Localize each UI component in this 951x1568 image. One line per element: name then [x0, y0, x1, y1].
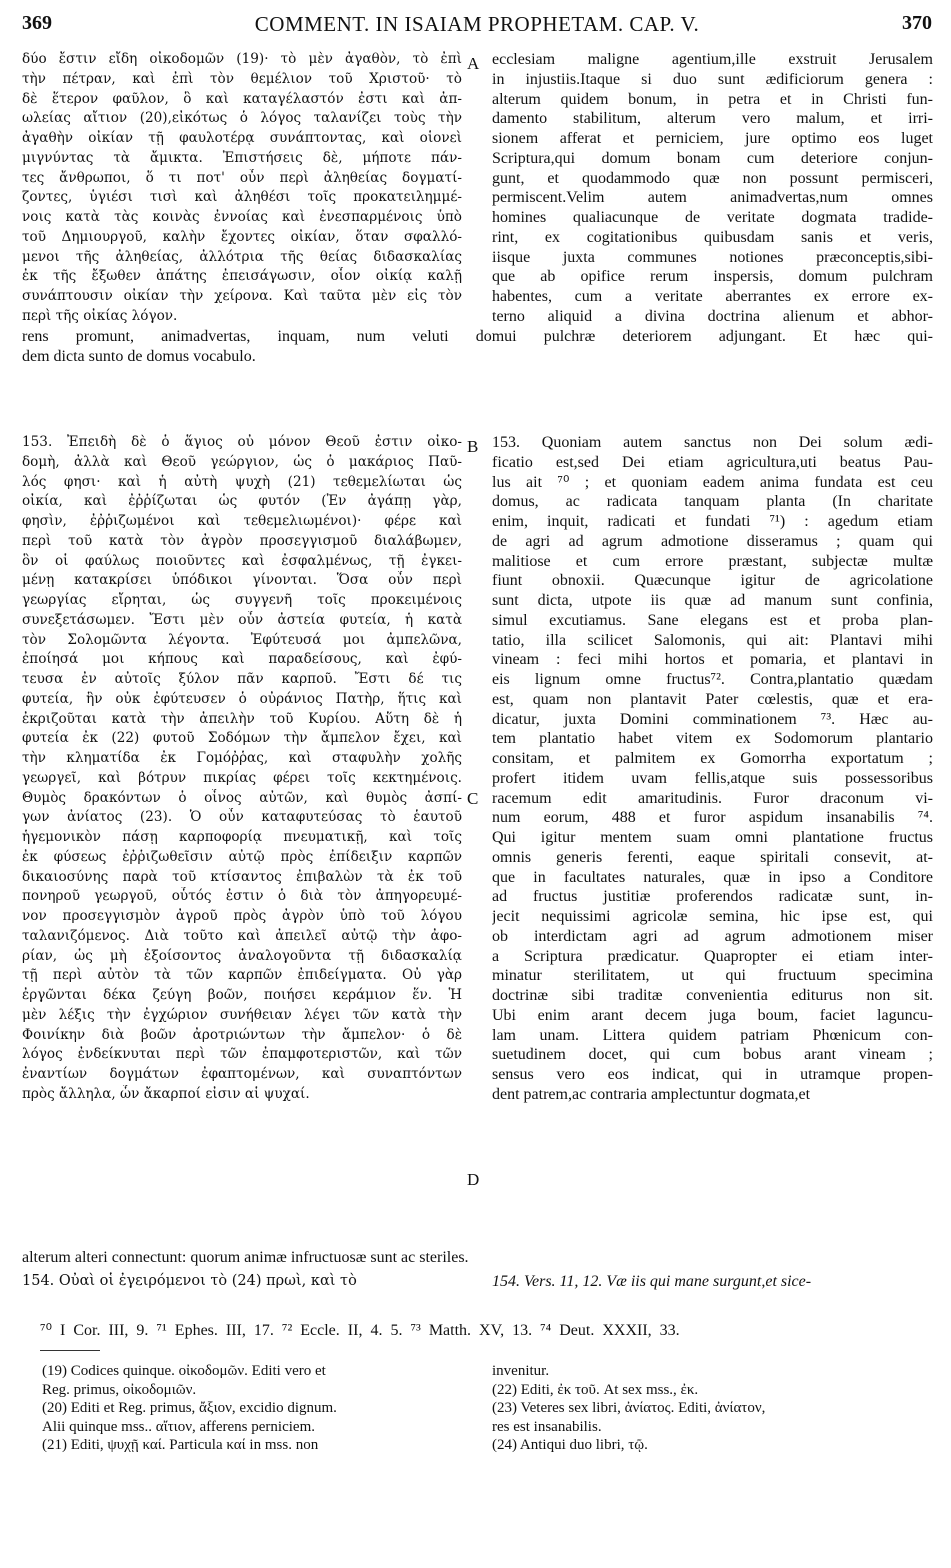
full-width-text-line: alterum alteri connectunt: quorum animæ infructuosæ sunt ac steriles. — [22, 1249, 469, 1266]
latin-text-line: profert itidem uvam fellis,atque suis possessoribus — [492, 769, 933, 787]
para-154-latin-line: 154. Vers. 11, 12. Væ iis qui mane surgunt,et sice- — [492, 1273, 812, 1290]
latin-text-line: permiscent.Velim autem animadvertas,num omnes — [492, 189, 933, 207]
full-width-text-line: rens promunt, animadvertas, inquam, num veluti domui pulchræ deteriorem adjungant. Et hæc qui- — [22, 328, 933, 345]
greek-text-line: μὲν λέξις τὴν ἐγχώριον συνήθειαν λέγει τῶν κατὰ τὴν — [22, 1006, 462, 1023]
latin-text-line: ficatio est,sed Dei etiam agricultura,uti beatus Pau- — [492, 453, 933, 471]
latin-text-line: consitam, et palmitem ex Gomorrha exportatum ; — [492, 750, 933, 767]
greek-text-line: συνεξετάσωμεν. Ἔστι μὲν οὖν ἀστεία φυτεία, ἡ κατὰ — [22, 611, 462, 628]
latin-text-line: iisque juxta communes notiones præconceptis,sibi- — [492, 248, 933, 266]
latin-text-line: fiunt obnoxii. Quæcunque igitur de agricolatione — [492, 572, 933, 590]
page-number-right: 370 — [902, 12, 932, 34]
footnote-rule — [40, 1350, 100, 1351]
margin-marker-a: A — [467, 54, 480, 73]
latin-text-line: homines qualiacunque de veritate dogmata tradide- — [492, 209, 933, 226]
latin-text-line: ob interdictam agri ad agrum admotionem miser — [492, 927, 933, 945]
running-header — [22, 12, 932, 40]
page-number-left: 369 — [22, 12, 52, 34]
latin-text-line: tatio, illa scilicet Salomonis, qui ait: Plantavi mihi — [492, 631, 933, 649]
para-154-latin — [492, 1272, 933, 1292]
greek-text-line: Φοινίκην διὰ βοῶν ἀροτριώντων τὴν ἄμπελον· ὁ δὲ — [22, 1026, 462, 1043]
latin-text-line: ecclesiam maligne agentium,ille exstruit Jerusalem — [492, 51, 933, 68]
latin-text-line: eis lignum omne fructus⁷². Contra,plantatio quædam — [492, 671, 933, 688]
margin-marker-b: B — [467, 437, 479, 456]
footnote-line: res est insanabilis. — [492, 1418, 602, 1435]
full-width-text-line: dem dicta sunto de domus vocabulo. — [22, 347, 256, 365]
latin-text-line: suetudinem docet, qui cum bobus arant vineam ; — [492, 1046, 933, 1064]
latin-text-line: tem plantatio habet vitem ex Sodomorum plantario — [492, 730, 933, 748]
greek-text-line: συνάπτουσιν οἰκίαν τὴν χείρονα. Καὶ ταῦτα μὲν εἰς τὸν — [22, 288, 462, 304]
latin-text-line: Ubi enim arant decem juga boum, faciet laguncu- — [492, 1006, 933, 1024]
greek-text-line: πονηροῦ γεωργοῦ, οὗτός ἐστιν ὁ διὰ τὸν ἀπηγορευμέ- — [22, 888, 462, 905]
running-title: COMMENT. IN ISAIAM PROPHETAM. CAP. V. — [254, 12, 700, 36]
latin-text-line: malitiose et cum errore præstant, subjectæ multæ — [492, 552, 933, 570]
greek-text-line: ρίαν, ὡς μὴ ἐξοίσοντος ἀναλογοῦντα τῇ διδασκαλίᾳ — [22, 947, 462, 964]
latin-column-upper — [492, 50, 933, 327]
greek-text-line: γεωργεῖ, καὶ βότρυν πικρίας φέρει τοῖς κεκτημένοις. — [22, 769, 462, 786]
margin-marker-c: C — [467, 789, 479, 808]
greek-text-line: ἐκ τῆς ἔξωθεν ἀπάτης ἐπεισάγωσιν, οἷον οἰκίᾳ καλῇ — [22, 268, 462, 285]
greek-text-line: φυτεία ἐκ (22) φυτοῦ Σοδόμων τὴν ἄμπελον ἔχει, καὶ — [22, 730, 462, 747]
greek-text-line: γεωργίας εἴρηται, ὡς συγγενῆ τοῖς προκειμένοις — [22, 592, 462, 608]
greek-text-line: τὴν κληματίδα ἐκ Γομόῤῥας, καὶ σταφυλὴν χολῆς — [22, 750, 462, 766]
latin-text-line: a Scriptura prædicatur. Quapropter ei etiam inter- — [492, 947, 933, 965]
greek-text-line: τοῦ Δημιουργοῦ, καλὴν ἔχοντες οἰκίαν, ὅταν σφαλλό- — [22, 228, 462, 245]
greek-text-line: τὸν Σολομῶντα λέγοντα. Ἐφύτευσά μοι ἀμπελῶνα, — [22, 631, 462, 648]
greek-text-line: ὃν οἱ φαύλως ποιοῦντες καὶ ἐσφαλμένως, τῇ ἐγκει- — [22, 552, 462, 569]
greek-text-line: 153. Ἐπειδὴ δὲ ὁ ἅγιος οὐ μόνον Θεοῦ ἐστιν οἰκο- — [22, 434, 462, 450]
footnote-line: (22) Editi, ἐκ τοῦ. At sex mss., ἐκ. — [492, 1381, 699, 1398]
latin-text-line: que ab opifice rerum inspersis, domum pulchram — [492, 268, 933, 286]
greek-text-line: τευσα ἐν αὐτοῖς ξύλον πᾶν καρποῦ. Ἔστι δέ τις — [22, 671, 462, 687]
greek-text-line: ταλανιζόμενος. Διὰ τοῦτο καὶ ἀπειλεῖ αὐτῷ τὴν ἀφο- — [22, 927, 462, 944]
latin-text-line: Qui igitur mentem suam omni plantatione fructus — [492, 829, 933, 846]
latin-text-line: jecit nequissimi agricolæ semina, hic ipse est, qui — [492, 908, 933, 925]
greek-text-line: νον προσεγγισμὸν ἀγροῦ πρὸς ἀγρὸν ὑπὸ τοῦ λόγου — [22, 908, 462, 924]
greek-text-line: πρὸς ἄλληλα, ὧν ἄκαρποί εἰσιν αἱ ψυχαί. — [22, 1085, 310, 1102]
greek-text-line: νοις κατὰ τὰς κοινὰς ἐννοίας καὶ ἐνεσπαρμένοις ὑπὸ — [22, 209, 462, 225]
greek-text-line: οἰκία, καὶ ἐῤῥίζωται ὡς φυτόν (Ἐν ἀγάπῃ γὰρ, — [22, 493, 462, 510]
greek-text-line: τὴν πέτραν, καὶ ἐπὶ τὸν θεμέλιον τοῦ Χριστοῦ· τὸ — [22, 70, 462, 87]
latin-text-line: minatur sterilitatem, ut qui fructuum specimina — [492, 967, 933, 985]
latin-text-line: racemum edit amaritudinis. Furor draconum vi- — [492, 789, 933, 807]
latin-text-line: doctrinæ sibi traditæ convenientia editurus non sit. — [492, 987, 933, 1004]
greek-column-lower — [22, 433, 462, 1105]
latin-text-line: num eorum, 488 et furor aspidum insanabilis ⁷⁴. — [492, 809, 933, 827]
greek-text-line: ἡγεμονικὸν πάσῃ καρποφορίᾳ πνευματικῇ, καὶ τοῖς — [22, 829, 462, 845]
footnote-line: Alii quinque mss.. αἴτιον, afferens perniciem. — [42, 1418, 315, 1435]
greek-text-line: δομὴ, ἀλλὰ καὶ Θεοῦ γεώργιον, ὡς ὁ μακάριος Παῦ- — [22, 453, 462, 470]
para-154-greek-line: 154. Οὐαὶ οἱ ἐγειρόμενοι τὸ (24) πρωὶ, καὶ τὸ — [22, 1273, 357, 1289]
greek-text-line: περὶ τῆς οἰκίας λόγον. — [22, 307, 178, 324]
latin-text-line: in injustiis.Itaque si duo sunt ædificiorum genera : — [492, 70, 933, 88]
footnote-line: (21) Editi, ψυχῇ καί. Particula καί in mss. non — [42, 1437, 319, 1453]
greek-text-line: ἐκριζοῦται κατὰ τὴν ἀπειλὴν τοῦ Κυρίου. Αὕτη δὲ ἡ — [22, 710, 462, 727]
footnote-line: (19) Codices quinque. οἰκοδομῶν. Editi vero et — [42, 1363, 326, 1379]
greek-text-line: ζοντες, ὑγιέσι τισὶ καὶ ἀληθέσι τοῖς προκατειλημμέ- — [22, 189, 462, 206]
greek-text-line: Θυμὸς δρακόντων ὁ οἶνος αὐτῶν, καὶ θυμὸς ἀσπί- — [22, 789, 462, 806]
greek-text-line: φησὶν, ἐῤῥιζωμένοι καὶ τεθεμελιωμένοι)· φέρε καὶ — [22, 513, 462, 529]
greek-column-upper — [22, 50, 462, 327]
greek-text-line: ἐποίησά μοι κήπους καὶ παραδείσους, καὶ ἐφύ- — [22, 651, 462, 668]
greek-text-line: μενοι τῆς ἀληθείας, ἀλλότρια τῆς θείας διδασκαλίας — [22, 248, 462, 265]
greek-text-line: λόγος ἐνδείκνυται περὶ τῶν ἐπαμφοτεριστῶν, καὶ τῶν — [22, 1046, 462, 1063]
greek-text-line: ἐργῶνται δέκα ζεύγη βοῶν, ποιήσει κεράμιον ἕν. Ἡ — [22, 987, 462, 1003]
footnotes-right — [492, 1362, 922, 1455]
greek-text-line: δύο ἔστιν εἴδη οἰκοδομῶν (19)· τὸ μὲν ἀγαθὸν, τὸ ἐπὶ — [22, 51, 462, 67]
full-width-paragraph-upper — [22, 327, 933, 367]
footnote-line: (20) Editi et Reg. primus, ἄξιον, excidio dignum. — [42, 1400, 337, 1416]
latin-text-line: 153. Quoniam autem sanctus non Dei solum ædi- — [492, 434, 933, 451]
footnote-line: (24) Antiqui duo libri, τῷ. — [492, 1437, 648, 1453]
greek-text-line: γων ἀνίατος (23). Ὁ οὖν καταφυτεύσας τὸ ἑαυτοῦ — [22, 809, 462, 826]
latin-text-line: lus ait ⁷⁰ ; et quoniam eadem anima fundata est ceu — [492, 473, 933, 491]
latin-text-line: sunt dicta, utpote iis quæ ad manum sunt confinia, — [492, 592, 933, 609]
latin-text-line: damento stabilitum, alterum vero malum, et irri- — [492, 110, 933, 128]
greek-text-line: περὶ τοῦ κατὰ τὸν ἀγρὸν προσεγγισμοῦ διαλάβωμεν, — [22, 532, 462, 549]
latin-text-line: Scriptura,qui domum bonam cum deteriore conjun- — [492, 149, 933, 167]
latin-text-line: lam unam. Littera quidem patriam Phœnicum con- — [492, 1026, 933, 1044]
greek-text-line: μένῃ κατακρίσει ὑπόδικοι γίνονται. Ὅσα οὖν περὶ — [22, 572, 462, 589]
latin-text-line: omnis generis ferenti, eaque spiritali consevit, at- — [492, 848, 933, 866]
latin-text-line: sensus vero eos indicat, qui in utramque propen- — [492, 1066, 933, 1083]
latin-text-line: dicatur, juxta Domini comminationem ⁷³. Hæc au- — [492, 710, 933, 728]
greek-text-line: τες ἄνθρωποι, ὅ τι ποτ' οὖν περὶ ἀληθείας δογματί- — [22, 169, 462, 186]
greek-text-line: μιγνύντας τὰ ἄμικτα. Ἐπιστήσεις δὲ, μήποτε πάν- — [22, 149, 462, 166]
greek-text-line: ἀγαθὴν οἰκίαν τῇ φαυλοτέρᾳ συνάπτοντας, καὶ οἱονεὶ — [22, 130, 462, 146]
latin-text-line: simul excutiamus. Sane elegans est et proba plan- — [492, 611, 933, 629]
latin-text-line: sionem afferat et perniciem, jure optimo eos luget — [492, 130, 933, 147]
latin-column-lower — [492, 433, 933, 1105]
latin-text-line: alterum quidem bonum, in petra et in Christi fun- — [492, 90, 933, 108]
latin-text-line: est, quam non plantavit Pater cœlestis, quæ et era- — [492, 690, 933, 708]
greek-text-line: δὲ ἕτερον φαῦλον, ὃ καὶ καταγέλαστόν ἐστι καὶ ἀπ- — [22, 90, 462, 107]
full-width-paragraph-lower — [22, 1248, 933, 1268]
footnote-line: invenitur. — [492, 1363, 550, 1379]
greek-text-line: τῇ περὶ αὐτὸν τὰ τῶν καρπῶν ἐπιδείγματα. Οὐ γὰρ — [22, 967, 462, 984]
latin-text-line: vineam : feci mihi hortos et pomaria, et plantavi in — [492, 651, 933, 669]
latin-text-line: terno aliquid a divina doctrina alienum et abhor- — [492, 307, 933, 325]
scripture-references: ⁷⁰ I Cor. III, 9. ⁷¹ Ephes. III, 17. ⁷² Eccle. II, 4. 5. ⁷³ Matth. XV, 13. ⁷⁴ Deut. XXXII, 33. — [40, 1322, 680, 1339]
latin-text-line: ad fructus justitiæ proferendos radicatæ sunt, in- — [492, 888, 933, 906]
latin-text-line: dent patrem,ac contraria amplectuntur dogmata,et — [492, 1085, 811, 1103]
latin-text-line: habentes, cum a veritate aberrantes ex errore ex- — [492, 288, 933, 305]
latin-text-line: domus, ac radicata tanquam planta (In charitate — [492, 493, 933, 511]
footnotes-left — [42, 1362, 472, 1455]
greek-text-line: φυτεία, ἣν οὐκ ἐφύτευσεν ὁ οὐράνιος Πατὴρ, ἥτις καὶ — [22, 690, 462, 707]
footnote-line: (23) Veteres sex libri, ἀνίατος. Editi, ἀνίατον, — [492, 1400, 766, 1416]
latin-text-line: gunt, et quodammodo quæ non possunt permisceri, — [492, 169, 933, 187]
greek-text-line: ἐναντίων δογμάτων ἐφαπτομένων, καὶ συναπτόντων — [22, 1066, 462, 1082]
greek-text-line: ωλείας αἴτιον (20),εἰκότως ὁ λόγος ταλανίζει τοὺς τὴν — [22, 110, 462, 127]
greek-text-line: δικαιοσύνης παρὰ τοῦ κτίσαντος ἐπιβαλὼν τὰ ἐκ τοῦ — [22, 868, 462, 885]
para-154-greek — [22, 1272, 462, 1292]
latin-text-line: que in facultates naturales, quæ in ipso a Conditore — [492, 868, 933, 886]
latin-text-line: rint, ex cogitationibus quibusdam sanis et veris, — [492, 228, 933, 246]
greek-text-line: ἐκ φύσεως ἐῤῥιζωθεῖσιν αὐτῷ πρὸς ἐπίδειξιν καρπῶν — [22, 848, 462, 865]
footnote-line: Reg. primus, οἰκοδομιῶν. — [42, 1381, 197, 1398]
greek-text-line: λός φησι· καὶ ἡ αὐτὴ ψυχὴ (21) τεθεμελίωται ὡς — [22, 473, 462, 490]
latin-text-line: enim, inquit, radicati et fundati ⁷¹) : agedum etiam — [492, 513, 933, 530]
latin-text-line: de agri ad agrum admotione disseramus ; quam qui — [492, 532, 933, 550]
margin-marker-d: D — [467, 1170, 480, 1189]
